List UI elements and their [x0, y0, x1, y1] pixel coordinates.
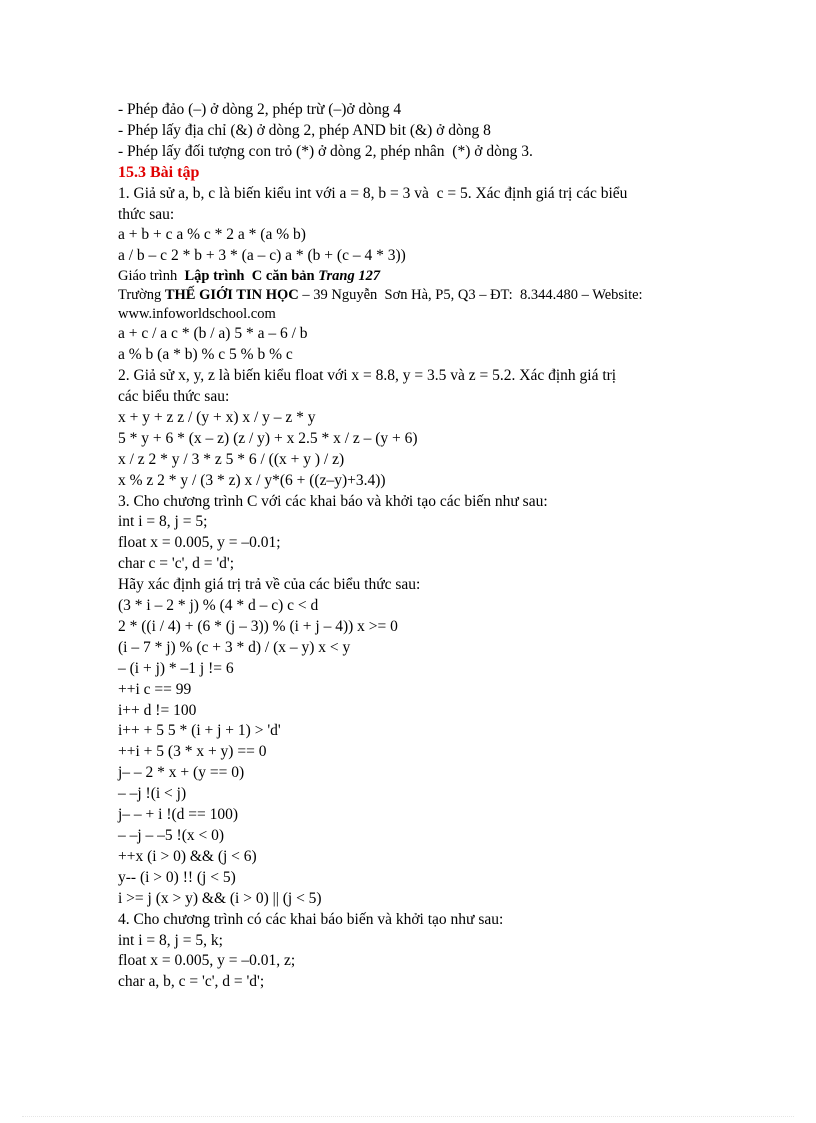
exercise-3-intro: 3. Cho chương trình C với các khai báo và khởi tạo các biến như sau:	[118, 492, 548, 510]
exercise-1-intro-cont: thức sau:	[118, 205, 175, 223]
expression-line: a + c / a c * (b / a) 5 * a – 6 / b	[118, 325, 308, 343]
expression-line: a % b (a * b) % c 5 % b % c	[118, 346, 293, 364]
declaration-line: float x = 0.005, y = –0.01;	[118, 534, 281, 552]
expression-line: i >= j (x > y) && (i > 0) || (j < 5)	[118, 889, 322, 907]
section-heading: 15.3 Bài tập	[118, 163, 200, 181]
expression-line: ++i + 5 (3 * x + y) == 0	[118, 743, 267, 761]
exercise-1-intro: 1. Giả sử a, b, c là biến kiểu int với a = 8, b = 3 và c = 5. Xác định giá trị các biểu	[118, 184, 628, 202]
expression-line: x / z 2 * y / 3 * z 5 * 6 / ((x + y ) / z)	[118, 450, 345, 468]
exercise-4-intro: 4. Cho chương trình có các khai báo biến và khởi tạo như sau:	[118, 910, 504, 928]
expression-line: – –j – –5 !(x < 0)	[118, 827, 225, 844]
expression-line: (3 * i – 2 * j) % (4 * d – c) c < d	[118, 597, 319, 615]
declaration-line: int i = 8, j = 5, k;	[118, 931, 223, 949]
expression-line: j– – 2 * x + (y == 0)	[118, 764, 245, 782]
expression-line: (i – 7 * j) % (c + 3 * d) / (x – y) x < y	[118, 638, 351, 656]
expression-line: i++ d != 100	[118, 701, 197, 719]
bullet-line: - Phép lấy đối tượng con trỏ (*) ở dòng 2, phép nhân (*) ở dòng 3.	[118, 142, 533, 160]
expression-line: – –j !(i < j)	[118, 785, 187, 803]
expression-line: i++ + 5 5 * (i + j + 1) > 'd'	[118, 722, 281, 740]
page-number: Trang 127	[318, 268, 381, 285]
bullet-line: - Phép lấy địa chỉ (&) ở dòng 2, phép AND bit (&) ở dòng 8	[118, 121, 491, 139]
school-address: – 39 Nguyễn Sơn Hà, P5, Q3 – ĐT: 8.344.480 – Website:	[298, 287, 643, 304]
book-footer	[118, 267, 758, 286]
declaration-line: char a, b, c = 'c', d = 'd';	[118, 973, 265, 991]
exercise-2-intro: 2. Giả sử x, y, z là biến kiểu float với x = 8.8, y = 3.5 và z = 5.2. Xác định giá trị	[118, 367, 617, 385]
book-prefix: Giáo trình	[118, 268, 185, 285]
bullet-line: - Phép đảo (–) ở dòng 2, phép trừ (–)ở dòng 4	[118, 101, 402, 118]
expression-line: ++x (i > 0) && (j < 6)	[118, 847, 257, 865]
exercise-3-question: Hãy xác định giá trị trả về của các biểu thức sau:	[118, 576, 421, 594]
document-page	[118, 100, 758, 993]
declaration-line: int i = 8, j = 5;	[118, 513, 208, 531]
school-prefix: Trường	[118, 287, 165, 304]
expression-line: – (i + j) * –1 j != 6	[118, 659, 234, 677]
expression-line: a + b + c a % c * 2 a * (a % b)	[118, 226, 306, 244]
expression-line: j– – + i !(d == 100)	[118, 806, 239, 824]
school-name: THẾ GIỚI TIN HỌC	[164, 287, 299, 304]
expression-line: 5 * y + 6 * (x – z) (z / y) + x 2.5 * x / z – (y + 6)	[118, 429, 418, 447]
expression-line: y-- (i > 0) !! (j < 5)	[118, 868, 236, 886]
expression-line: a / b – c 2 * b + 3 * (a – c) a * (b + (c – 4 * 3))	[118, 247, 406, 265]
expression-line: 2 * ((i / 4) + (6 * (j – 3)) % (i + j – 4)) x >= 0	[118, 617, 398, 635]
declaration-line: char c = 'c', d = 'd';	[118, 555, 235, 573]
expression-line: x + y + z z / (y + x) x / y – z * y	[118, 408, 316, 426]
expression-line: x % z 2 * y / (3 * z) x / y*(6 + ((z–y)+3.4))	[118, 471, 386, 489]
declaration-line: float x = 0.005, y = –0.01, z;	[118, 952, 296, 970]
book-title: Lập trình C căn bản	[184, 268, 315, 285]
exercise-2-intro-cont: các biểu thức sau:	[118, 387, 230, 405]
expression-line: ++i c == 99	[118, 680, 192, 698]
page-bottom-rule	[22, 1116, 794, 1117]
website-text: www.infoworldschool.com	[118, 306, 276, 323]
school-footer	[118, 286, 758, 305]
